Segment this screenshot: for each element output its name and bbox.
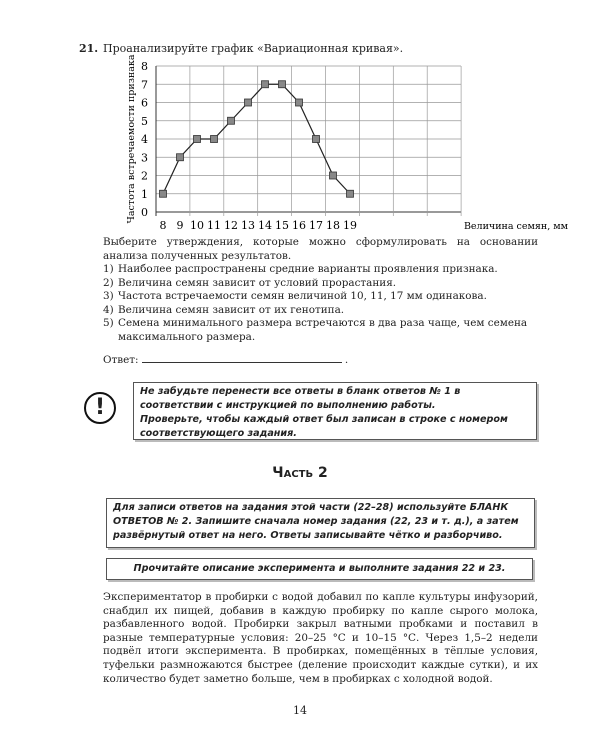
x-tick-label: 13 [241,219,255,232]
option-text: Наиболее распространены средние варианты проявления признака. [118,263,498,275]
data-point [296,99,303,106]
question-prompt: Проанализируйте график «Вариационная кривая». [103,42,404,55]
y-tick-label: 3 [141,151,148,165]
question-intro: Выберите утверждения, которые можно сформулировать на основании анализа полученных результатов. [103,236,538,262]
option-number: 2) [103,276,114,289]
y-tick-label: 4 [141,133,148,146]
y-tick-label: 7 [141,78,148,92]
data-point [194,136,201,143]
x-tick-label: 12 [224,219,238,232]
x-tick-label: 18 [326,219,340,232]
exclamation-circle-icon: ! [84,392,116,424]
option-item [103,277,543,291]
warning-box [133,382,537,440]
experiment-description: Экспериментатор в пробирки с водой добавил по капле культуры инфузорий, снабдил их пищей, добавив в каждую пробирку по капле сырого молока, разбавленного водой. Пробирки закрыл ватными пробками и поставил в разные температурные условия: 20–25 °С и 10–15 °С. Через 1,5–2 недели подвёл итоги эксперимента. В пробирках, помещённых в тёплые условия, туфельки размножаются быстрее (деление происходит каждые сутки), и их количество будет заметно больше, чем в пробирках с холодной водой. [103,591,538,685]
y-tick-label: 6 [141,96,148,110]
x-tick-label: 19 [343,219,357,232]
question-number: 21. [79,42,99,55]
data-point [160,190,167,197]
y-tick-label: 2 [141,169,148,183]
x-tick-label: 10 [190,219,204,232]
options-list [103,263,543,345]
answer-label: Ответ: [103,354,139,366]
data-point [279,81,286,88]
x-tick-label: 14 [258,219,272,232]
read-prompt-box: Прочитайте описание эксперимента и выполните задания 22 и 23. [106,558,533,580]
y-tick-label: 0 [141,206,148,219]
x-tick-label: 17 [309,219,323,232]
instructions-box: Для записи ответов на задания этой части (22–28) используйте БЛАНК ОТВЕТОВ № 2. Запишите сначала номер задания (22, 23 и т. д.), а затем развёрнутый ответ на него. Ответы записывайте чётко и разборчиво. [106,498,535,548]
y-tick-label: 5 [141,114,148,128]
option-number: 5) [103,317,114,330]
part-title: Часть 2 [272,465,328,481]
answer-row [103,352,348,366]
data-point [211,136,218,143]
answer-input-line[interactable] [142,352,342,363]
option-item [103,317,543,344]
option-text: Величина семян зависит от условий прорастания. [118,276,397,289]
option-number: 4) [103,303,114,316]
option-text: Величина семян зависит от их генотипа. [118,303,345,316]
option-text: Семена минимального размера встречаются в два раза чаще, чем семена максимального размера. [118,317,528,343]
warning-line-1: Не забудьте перенести все ответы в бланк ответов № 1 в соответствии с инструкцией по выполнению работы. [140,386,461,411]
option-item [103,304,543,318]
data-point [245,99,252,106]
option-text: Частота встречаемости семян величиной 10, 11, 17 мм одинакова. [118,290,487,303]
page-number: 14 [293,704,307,717]
option-number: 1) [103,263,114,275]
x-tick-label: 16 [292,219,306,232]
answer-end: . [344,354,349,366]
y-tick-label: 8 [141,60,148,73]
data-point [177,154,184,161]
x-tick-label: 15 [275,219,289,232]
data-point [228,117,235,124]
y-axis-label: Частота встречаемости признака [126,54,137,224]
data-point [330,172,337,179]
data-point [262,81,269,88]
y-tick-label: 1 [141,187,148,201]
warning-line-2: Проверьте, чтобы каждый ответ был записан в строке с номером соответствующего задания. [140,414,508,439]
data-point [347,190,354,197]
x-tick-label: 8 [159,219,167,232]
variation-curve-chart [120,54,569,232]
x-tick-label: 9 [176,219,184,232]
x-tick-label: 11 [207,219,221,232]
option-item [103,263,543,277]
option-item [103,290,543,304]
option-number: 3) [103,290,114,303]
x-axis-label: Величина семян, мм [463,221,569,232]
data-point [313,136,320,143]
